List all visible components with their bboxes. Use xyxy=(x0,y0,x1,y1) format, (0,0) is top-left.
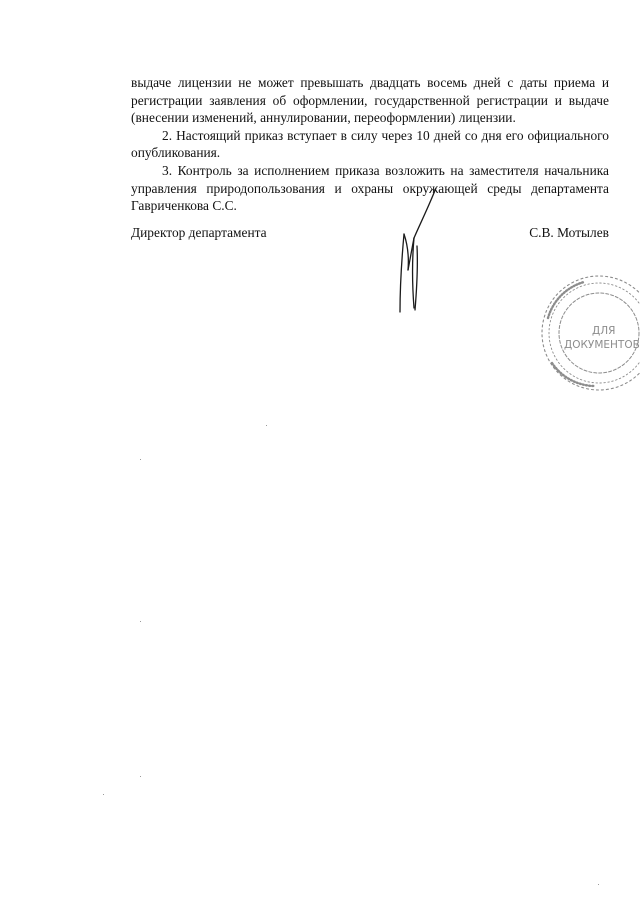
paragraph-effective-date: 2. Настоящий приказ вступает в силу через 10 дней со дня его официального опубликования. xyxy=(131,127,609,161)
stamp-text-line1: ДЛЯ xyxy=(592,325,616,337)
scan-speck xyxy=(140,459,141,460)
signer-name: С.В. Мотылев xyxy=(529,225,609,240)
paragraph-control: 3. Контроль за исполнением приказа возложить на заместителя начальника управления природопользования и охраны окружающей среды департамента Гавриченкова С.С. xyxy=(131,162,609,214)
paragraph-licence-term: выдаче лицензии не может превышать двадцать восемь дней с даты приема и регистрации заявления об оформлении, государственной регистрации и выдаче (внесении изменений, аннулировании, переоформлении) лицензии. xyxy=(131,75,609,126)
scan-speck xyxy=(140,621,141,622)
scan-speck xyxy=(140,776,141,777)
stamp-text-line2: ДОКУМЕНТОВ xyxy=(564,339,640,351)
document-body xyxy=(131,74,609,215)
scan-speck xyxy=(103,794,104,795)
scan-speck xyxy=(598,884,599,885)
scan-speck xyxy=(266,425,267,426)
handwritten-signature xyxy=(384,186,444,326)
signer-position: Директор департамента xyxy=(131,225,267,240)
official-seal-stamp xyxy=(534,268,640,398)
